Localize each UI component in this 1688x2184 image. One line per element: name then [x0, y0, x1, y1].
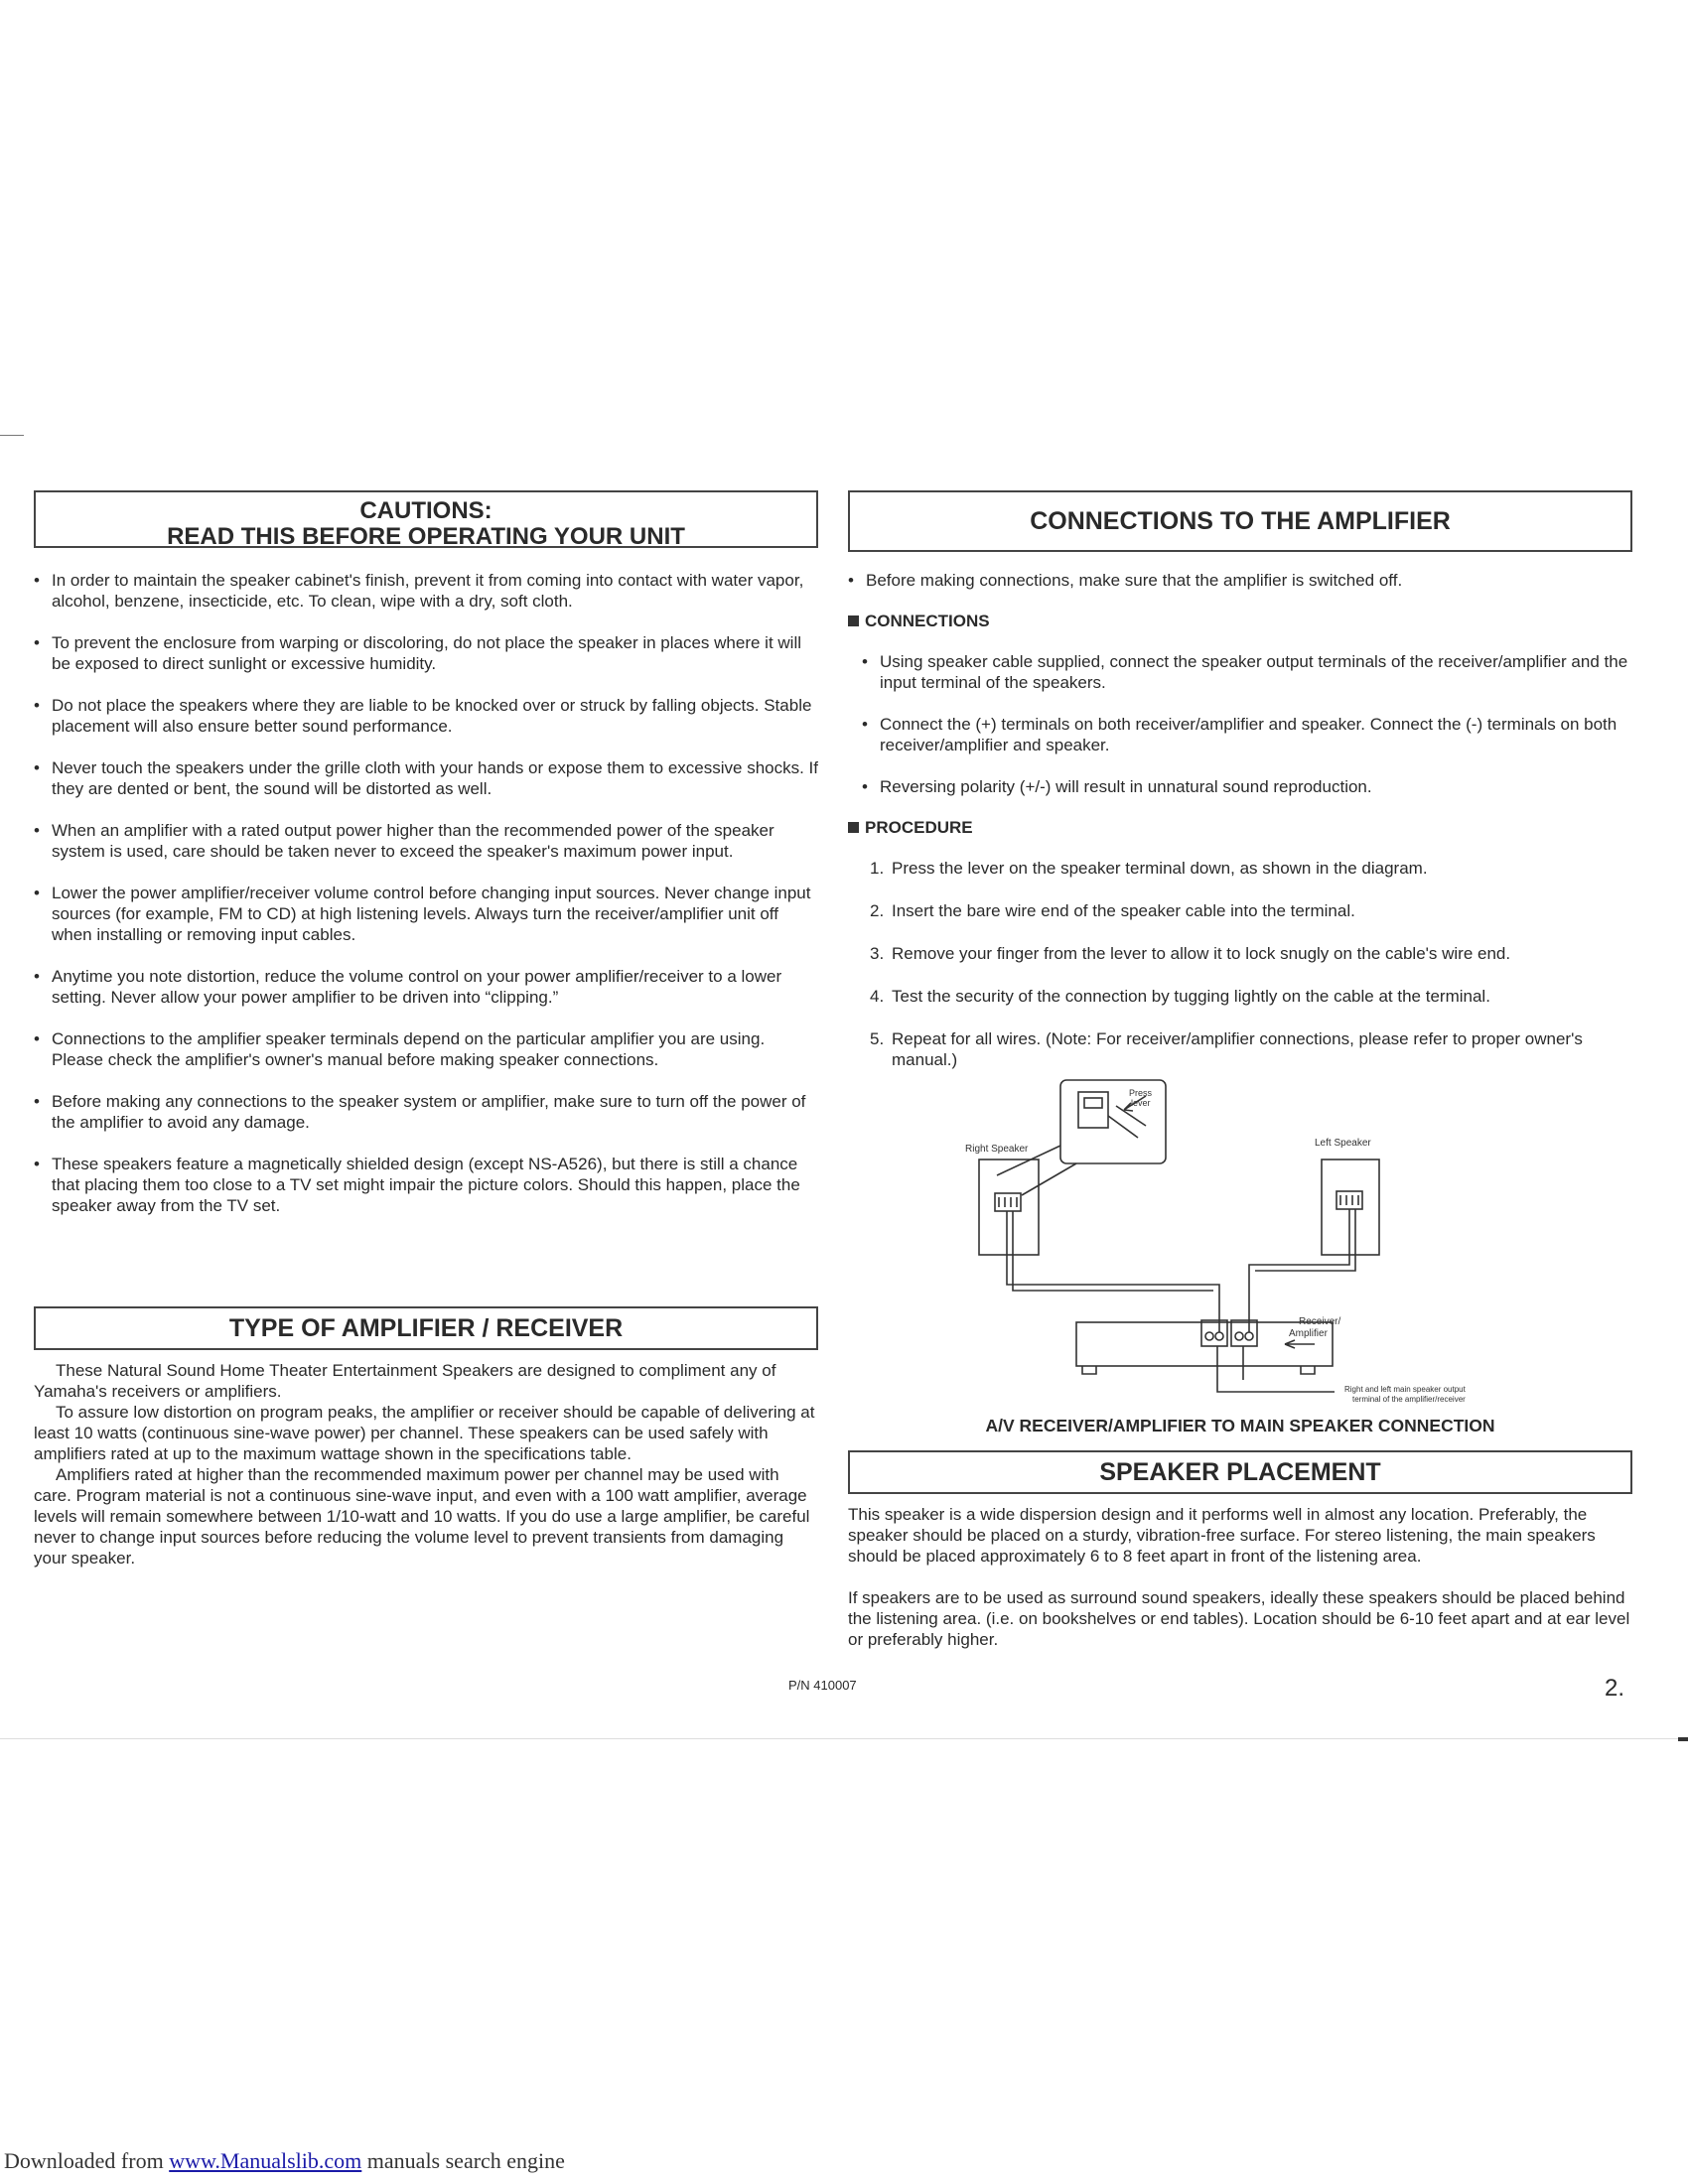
caution-item: • In order to maintain the speaker cabinet's finish, prevent it from coming into contact with water vapor, alcohol, benzene, insecticide, etc. To clean, wipe with a dry, soft cloth. — [34, 571, 804, 611]
right-column — [848, 490, 1632, 1650]
caution-item: • These speakers feature a magnetically shielded design (except NS-A526), but there is still a chance that placing them too close to a TV set might impair the picture colors. Should this happen, place the speaker away from the TV set. — [34, 1155, 800, 1215]
connections-heading: CONNECTIONS TO THE AMPLIFIER — [848, 490, 1632, 552]
receiver-pointer-arrow — [1285, 1340, 1315, 1348]
diagram-output-label-1: Right and left main speaker output — [1344, 1385, 1466, 1394]
connection-item: • Using speaker cable supplied, connect the speaker output terminals of the receiver/amplifier and the input terminal of the speakers. — [862, 652, 1628, 692]
caution-item: • Connections to the amplifier speaker terminals depend on the particular amplifier you are using. Please check the amplifier's owner's manual before making speaker connections. — [34, 1029, 766, 1069]
diagram-lever-label: lever — [1131, 1098, 1151, 1108]
download-footer: Downloaded from www.Manualslib.com manuals search engine — [4, 2148, 565, 2173]
left-speaker-box — [1322, 1160, 1379, 1255]
cautions-title-line1: CAUTIONS: — [359, 497, 492, 524]
procedure-step: 4. Test the security of the connection by tugging lightly on the cable at the terminal. — [870, 987, 1490, 1006]
diagram-press-label: Press — [1129, 1088, 1153, 1098]
procedure-step: 2. Insert the bare wire end of the speaker cable into the terminal. — [870, 901, 1355, 920]
part-number: P/N 410007 — [788, 1678, 857, 1693]
placement-paragraph: If speakers are to be used as surround sound speakers, ideally these speakers should be placed behind the listening area. (i.e. on bookshelves or end tables). Location should be 6-10 feet apart and at ear level or preferably higher. — [848, 1588, 1630, 1649]
page-divider — [0, 1738, 1688, 1739]
left-column — [34, 490, 818, 1569]
caution-item: • When an amplifier with a rated output power higher than the recommended power of the speaker system is used, care should be taken never to exceed the speaker's maximum power input. — [34, 821, 774, 861]
placement-heading: SPEAKER PLACEMENT — [848, 1450, 1632, 1494]
connections-intro: • Before making connections, make sure that the amplifier is switched off. — [848, 571, 1403, 590]
caution-item: • To prevent the enclosure from warping or discoloring, do not place the speaker in places where it will be exposed to direct sunlight or excessive humidity. — [34, 633, 802, 673]
type-paragraph: These Natural Sound Home Theater Entertainment Speakers are designed to compliment any of Yamaha's receivers or amplifiers. — [34, 1361, 776, 1401]
caution-item: • Lower the power amplifier/receiver volume control before changing input sources. Never change input sources (for example, FM to CD) at high listening levels. Always turn the receiver/amplifier unit off when installing or removing input cables. — [34, 884, 811, 944]
procedure-list — [848, 858, 1632, 1070]
caution-item: • Never touch the speakers under the grille cloth with your hands or expose them to excessive shocks. If they are dented or bent, the sound will be distorted as well. — [34, 758, 819, 798]
scan-edge-mark — [1678, 1737, 1688, 1741]
type-paragraph: Amplifiers rated at higher than the recommended maximum power per channel may be used with care. Program material is not a continuous sine-wave input, and even with a 100 watt amplifier, average levels will remain somewhere between 1/10-watt and 10 watts. If you do use a large amplifier, be careful never to change input sources before reducing the volume level to prevent transients from damaging your speaker. — [34, 1465, 810, 1568]
connection-diagram — [848, 1076, 1632, 1416]
connection-item: • Connect the (+) terminals on both receiver/amplifier and speaker. Connect the (-) terminals on both receiver/amplifier and speaker. — [862, 715, 1618, 754]
diagram-right-speaker-label: Right Speaker — [965, 1144, 1029, 1155]
square-bullet-icon — [848, 822, 859, 833]
cautions-title-line2: READ THIS BEFORE OPERATING YOUR UNIT — [167, 523, 685, 550]
right-speaker-box — [979, 1160, 1039, 1255]
diagram-left-speaker-label: Left Speaker — [1315, 1138, 1371, 1149]
connections-subheading: CONNECTIONS — [848, 612, 1632, 631]
diagram-amplifier-label: Amplifier — [1289, 1328, 1328, 1339]
caution-item: • Anytime you note distortion, reduce the volume control on your power amplifier/receiver to a lower setting. Never allow your power amplifier to be driven into “clipping.” — [34, 967, 782, 1007]
procedure-subheading: PROCEDURE — [848, 818, 1632, 838]
caution-item: • Do not place the speakers where they are liable to be knocked over or struck by falling objects. Stable placement will also ensure better sound performance. — [34, 696, 812, 736]
placement-paragraph: This speaker is a wide dispersion design and it performs well in almost any location. Preferably, the speaker should be placed on a sturdy, vibration-free surface. For stereo listening, the main speakers should be placed approximately 6 to 8 feet apart in front of the listening area. — [848, 1505, 1596, 1566]
cautions-heading — [34, 490, 818, 548]
diagram-caption: A/V RECEIVER/AMPLIFIER TO MAIN SPEAKER CONNECTION — [985, 1416, 1495, 1435]
caution-item: • Before making any connections to the speaker system or amplifier, make sure to turn off the power of the amplifier to avoid any damage. — [34, 1092, 806, 1132]
type-paragraph: To assure low distortion on program peaks, the amplifier or receiver should be capable of delivering at least 10 watts (continuous sine-wave power) per channel. These speakers can be used safely with amplifiers rated at up to the maximum wattage shown in the specifications table. — [34, 1403, 815, 1463]
diagram-receiver-label: Receiver/ — [1299, 1316, 1341, 1327]
diagram-output-label-2: terminal of the amplifier/receiver — [1352, 1395, 1466, 1404]
type-heading: TYPE OF AMPLIFIER / RECEIVER — [34, 1306, 818, 1350]
connection-item: • Reversing polarity (+/-) will result in unnatural sound reproduction. — [862, 777, 1372, 796]
procedure-step: 3. Remove your finger from the lever to allow it to lock snugly on the cable's wire end. — [870, 944, 1511, 963]
page-number: 2. — [1605, 1675, 1625, 1702]
procedure-step: 1. Press the lever on the speaker terminal down, as shown in the diagram. — [870, 859, 1428, 878]
manualslib-link[interactable]: www.Manualslib.com — [169, 2148, 362, 2173]
procedure-step: 5. Repeat for all wires. (Note: For receiver/amplifier connections, please refer to proper owner's manual.) — [870, 1029, 1583, 1069]
cautions-list — [34, 570, 818, 1216]
square-bullet-icon — [848, 615, 859, 626]
connections-list — [862, 651, 1632, 797]
scan-edge-mark — [0, 435, 24, 436]
